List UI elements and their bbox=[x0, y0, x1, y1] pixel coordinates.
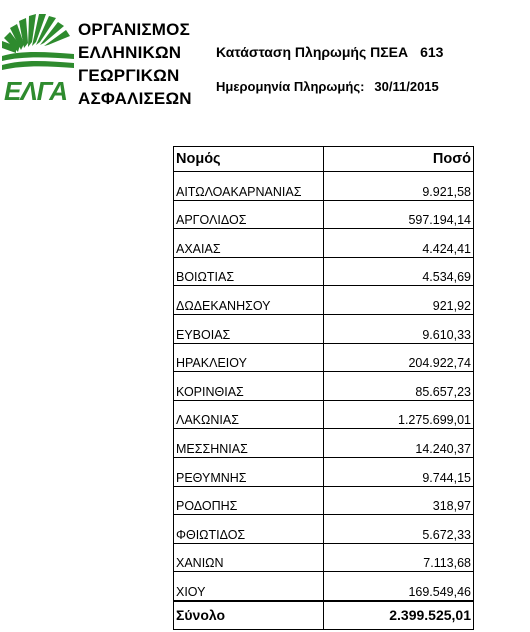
amount-cell: 1.275.699,01 bbox=[324, 400, 474, 429]
org-logo bbox=[2, 8, 192, 108]
prefecture-cell: ΑΧΑΙΑΣ bbox=[174, 229, 324, 258]
prefecture-cell: ΒΟΙΩΤΙΑΣ bbox=[174, 257, 324, 286]
org-name-line: ΓΕΩΡΓΙΚΩΝ bbox=[78, 66, 180, 85]
document-title-number: 613 bbox=[420, 44, 444, 60]
amount-cell: 4.424,41 bbox=[324, 229, 474, 258]
table-row bbox=[174, 314, 474, 343]
prefecture-cell: ΦΘΙΩΤΙΔΟΣ bbox=[174, 515, 324, 544]
prefecture-cell: ΡΟΔΟΠΗΣ bbox=[174, 486, 324, 515]
org-name-line: ΑΣΦΑΛΙΣΕΩΝ bbox=[78, 89, 192, 108]
prefecture-cell: ΑΙΤΩΛΟΑΚΑΡΝΑΝΙΑΣ bbox=[174, 172, 324, 201]
total-amount: 2.399.525,01 bbox=[324, 601, 474, 630]
column-header-prefecture: Νομός bbox=[174, 147, 324, 172]
table-row bbox=[174, 429, 474, 458]
table-row bbox=[174, 200, 474, 229]
table-row bbox=[174, 257, 474, 286]
amount-cell: 5.672,33 bbox=[324, 515, 474, 544]
amount-cell: 204.922,74 bbox=[324, 343, 474, 372]
prefecture-cell: ΗΡΑΚΛΕΙΟΥ bbox=[174, 343, 324, 372]
payment-date-label: Ημερομηνία Πληρωμής: bbox=[216, 79, 365, 94]
prefecture-cell: ΑΡΓΟΛΙΔΟΣ bbox=[174, 200, 324, 229]
prefecture-cell: ΚΟΡΙΝΘΙΑΣ bbox=[174, 372, 324, 401]
total-label: Σύνολο bbox=[174, 601, 324, 630]
document-title bbox=[216, 44, 443, 60]
document-title-text: Κατάσταση Πληρωμής ΠΣΕΑ bbox=[216, 44, 409, 60]
amount-cell: 597.194,14 bbox=[324, 200, 474, 229]
table-row bbox=[174, 457, 474, 486]
amount-cell: 4.534,69 bbox=[324, 257, 474, 286]
amount-cell: 85.657,23 bbox=[324, 372, 474, 401]
table-row bbox=[174, 343, 474, 372]
table-row bbox=[174, 372, 474, 401]
table-total-row bbox=[174, 601, 474, 630]
payment-date bbox=[216, 79, 439, 94]
payment-date-value: 30/11/2015 bbox=[374, 79, 439, 94]
amount-cell: 9.610,33 bbox=[324, 314, 474, 343]
table-row bbox=[174, 486, 474, 515]
table-row bbox=[174, 572, 474, 601]
column-header-amount: Ποσό bbox=[324, 147, 474, 172]
prefecture-cell: ΛΑΚΩΝΙΑΣ bbox=[174, 400, 324, 429]
prefecture-cell: ΧΑΝΙΩΝ bbox=[174, 543, 324, 572]
amount-cell: 9.921,58 bbox=[324, 172, 474, 201]
table-row bbox=[174, 286, 474, 315]
prefecture-cell: ΕΥΒΟΙΑΣ bbox=[174, 314, 324, 343]
payment-table bbox=[173, 146, 474, 630]
prefecture-cell: ΔΩΔΕΚΑΝΗΣΟΥ bbox=[174, 286, 324, 315]
table-body bbox=[174, 172, 474, 601]
org-name bbox=[78, 18, 192, 110]
amount-cell: 7.113,68 bbox=[324, 543, 474, 572]
wheat-field-logo-icon bbox=[2, 8, 74, 74]
amount-cell: 9.744,15 bbox=[324, 457, 474, 486]
table-row bbox=[174, 229, 474, 258]
table-row bbox=[174, 172, 474, 201]
logo-acronym: ΕΛΓΑ bbox=[4, 76, 68, 106]
table-row bbox=[174, 400, 474, 429]
org-name-line: ΕΛΛΗΝΙΚΩΝ bbox=[78, 43, 182, 62]
prefecture-cell: ΧΙΟΥ bbox=[174, 572, 324, 601]
amount-cell: 921,92 bbox=[324, 286, 474, 315]
amount-cell: 169.549,46 bbox=[324, 572, 474, 601]
table-row bbox=[174, 515, 474, 544]
prefecture-cell: ΡΕΘΥΜΝΗΣ bbox=[174, 457, 324, 486]
table-row bbox=[174, 543, 474, 572]
table-header-row bbox=[174, 147, 474, 172]
amount-cell: 14.240,37 bbox=[324, 429, 474, 458]
prefecture-cell: ΜΕΣΣΗΝΙΑΣ bbox=[174, 429, 324, 458]
amount-cell: 318,97 bbox=[324, 486, 474, 515]
org-name-line: ΟΡΓΑΝΙΣΜΟΣ bbox=[78, 20, 190, 39]
